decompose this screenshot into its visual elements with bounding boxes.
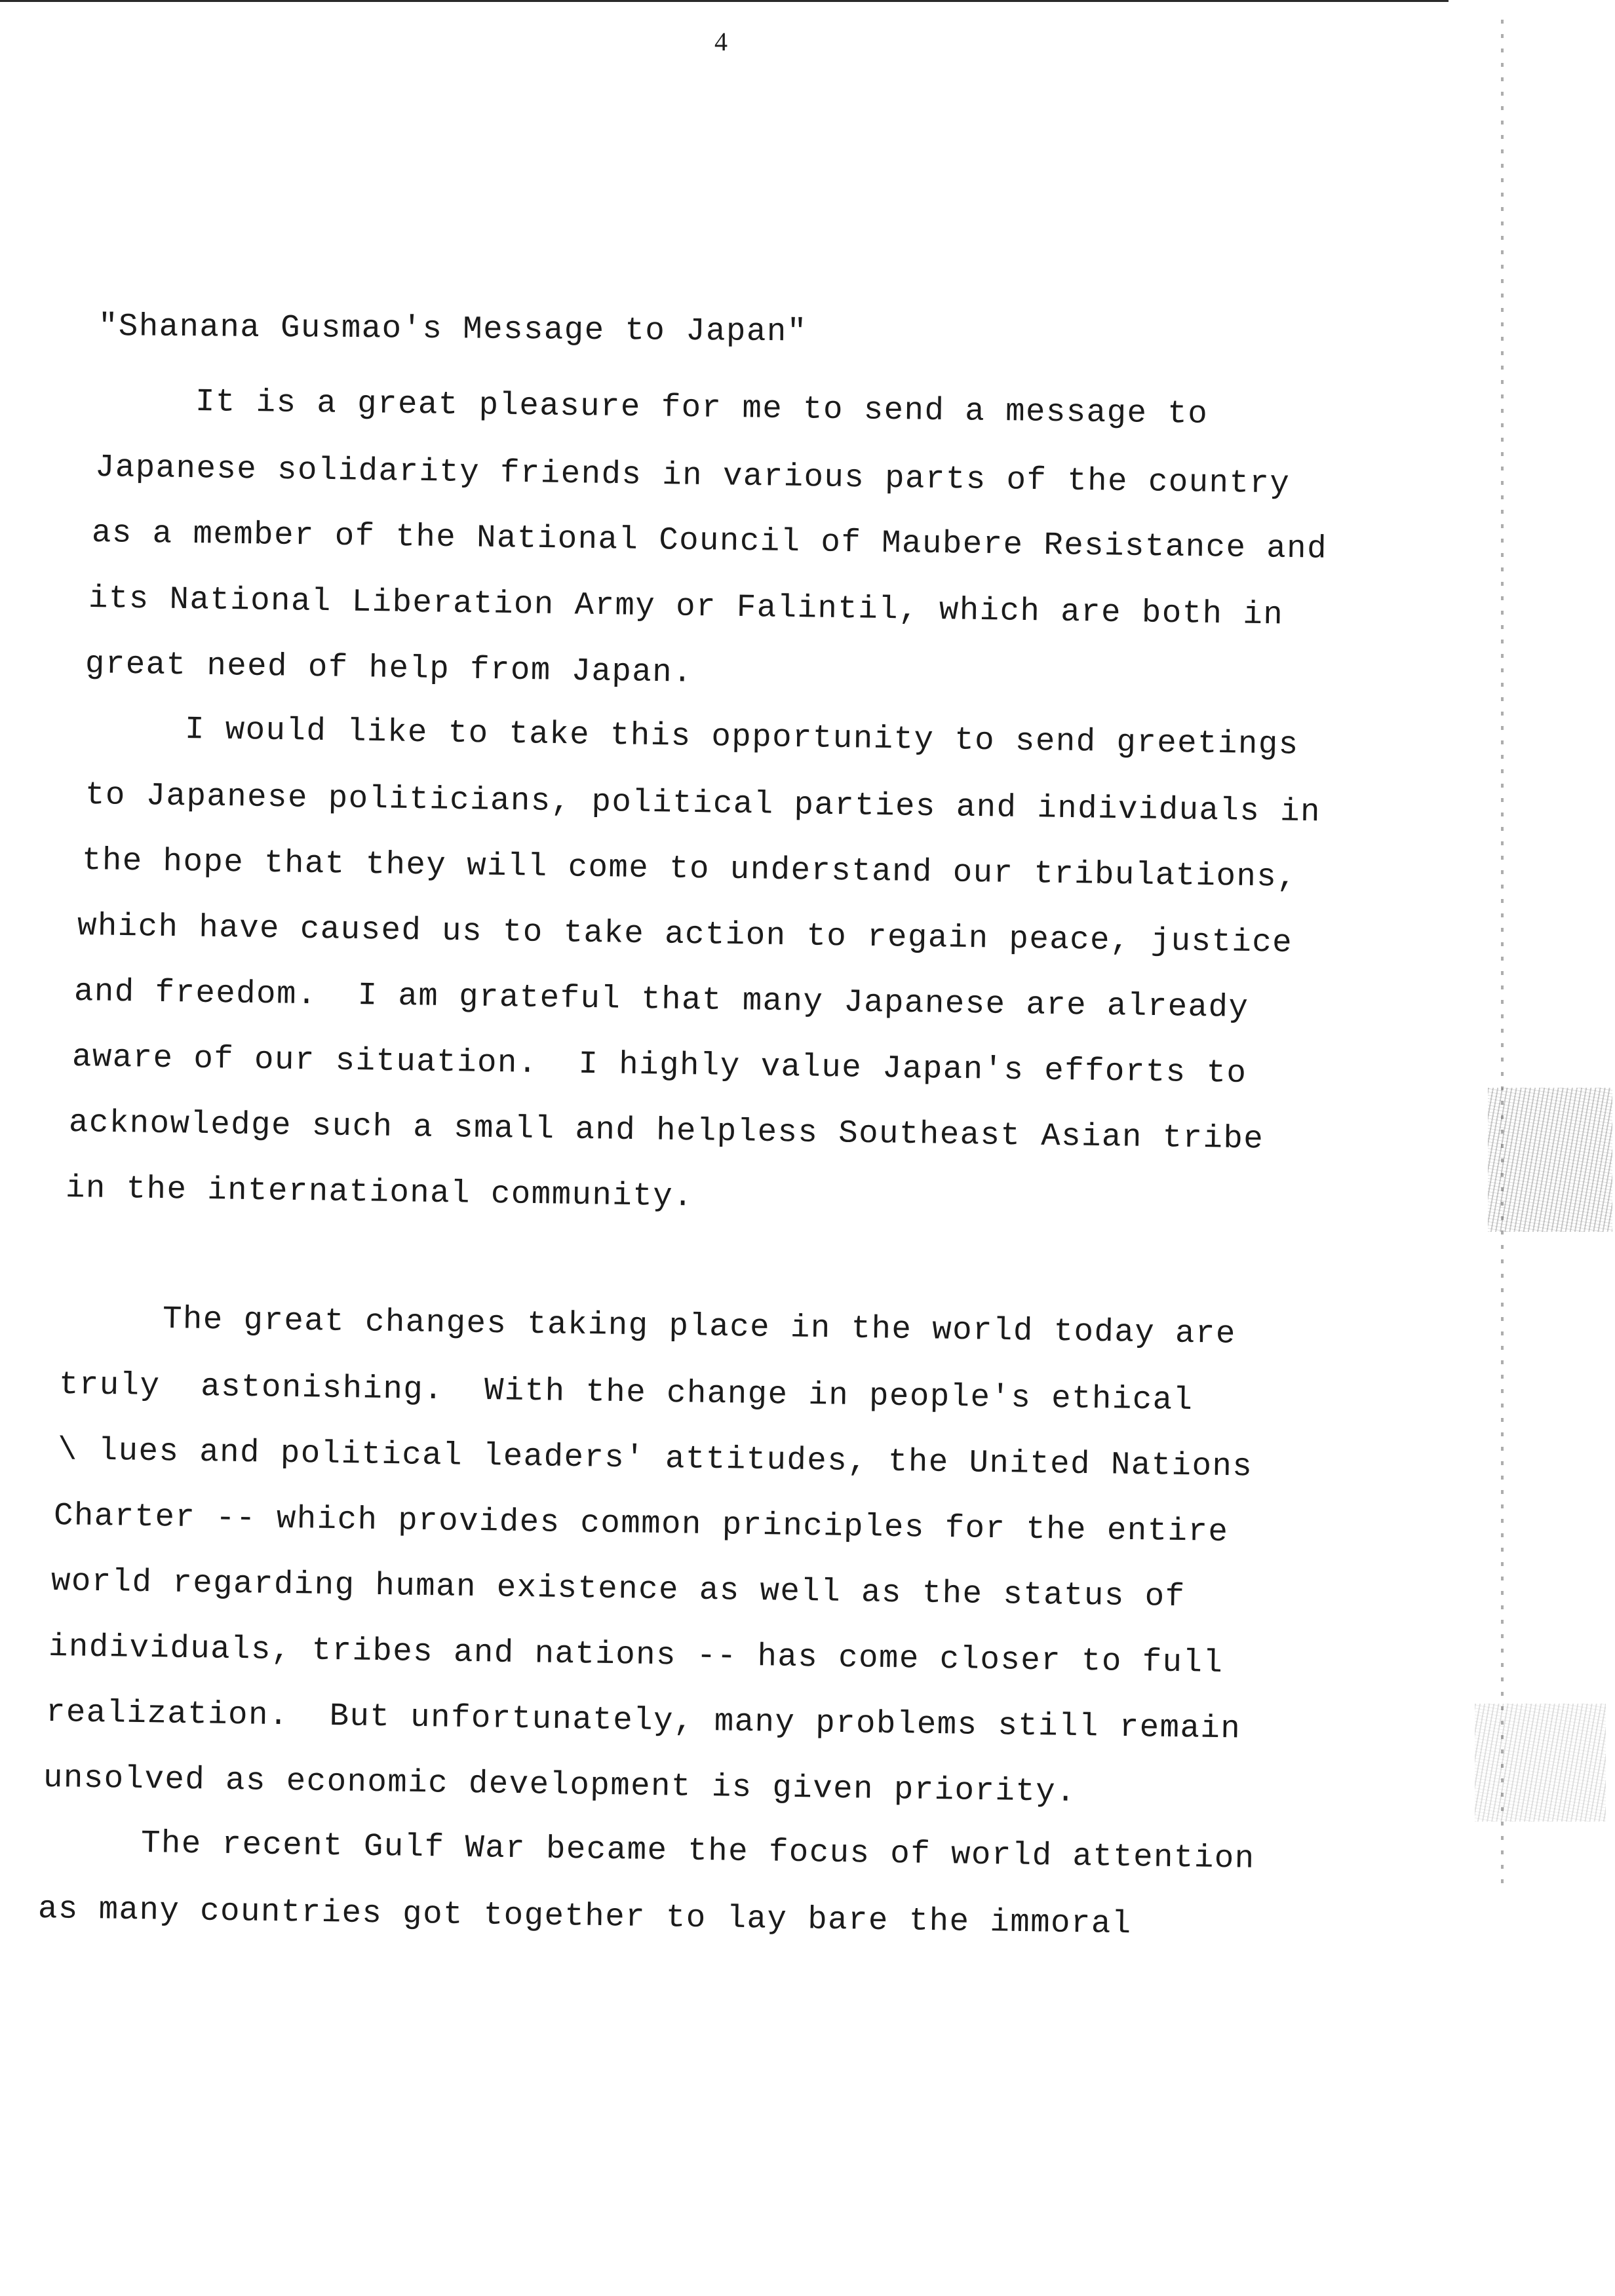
paragraph-1-line-3: as a member of the National Council of Maubere Resistance and [91,514,1328,567]
scan-edge-artifact [1501,20,1504,1887]
top-border-line [0,0,1449,2]
paragraph-2-line-5: and freedom. I am grateful that many Japanese are already [73,973,1249,1027]
document-title: "Shanana Gusmao's Message to Japan" [98,308,808,351]
paragraph-2-line-6: aware of our situation. I highly value Japan's efforts to [71,1039,1247,1092]
paragraph-2-line-3: the hope that they will come to understand our tribulations, [81,842,1298,896]
paragraph-2-line-7: acknowledge such a small and helpless Southeast Asian tribe [68,1104,1264,1158]
page-number: 4 [714,27,728,56]
paragraph-2-line-8: in the international community. [65,1170,694,1215]
paragraph-3-line-5: world regarding human existence as well as the status of [50,1563,1186,1616]
scan-noise-artifact [1488,1088,1612,1232]
paragraph-1-line-5: great need of help from Japan. [85,645,693,691]
paragraph-2-line-1: I would like to take this opportunity to send greetings [184,711,1299,763]
paragraph-3-line-2: truly astonishing. With the change in people's ethical [58,1366,1194,1419]
scan-noise-artifact [1475,1704,1606,1822]
paragraph-1-line-4: its National Liberation Army or Falintil, which are both in [88,580,1284,634]
paragraph-4-line-1: The recent Gulf War became the focus of world attention [140,1825,1255,1877]
paragraph-3-line-8: unsolved as economic development is given priority. [43,1759,1077,1811]
paragraph-3-line-4: Charter -- which provides common principles for the entire [53,1497,1229,1551]
paragraph-3-line-7: realization. But unfortunately, many problems still remain [45,1694,1241,1748]
paragraph-1-line-1: It is a great pleasure for me to send a message to [195,383,1209,432]
paragraph-3-line-6: individuals, tribes and nations -- has come closer to full [48,1628,1224,1682]
paragraph-2-line-4: which have caused us to take action to regain peace, justice [77,908,1293,961]
paragraph-3-line-3: \ lues and political leaders' attitudes, the United Nations [57,1432,1253,1485]
paragraph-4-line-2: as many countries got together to lay bare the immoral [37,1890,1133,1943]
paragraph-1-line-2: Japanese solidarity friends in various parts of the country [94,449,1291,503]
paragraph-3-line-1: The great changes taking place in the world today are [162,1301,1237,1352]
paragraph-2-line-2: to Japanese politicians, political parties and individuals in [85,776,1321,831]
